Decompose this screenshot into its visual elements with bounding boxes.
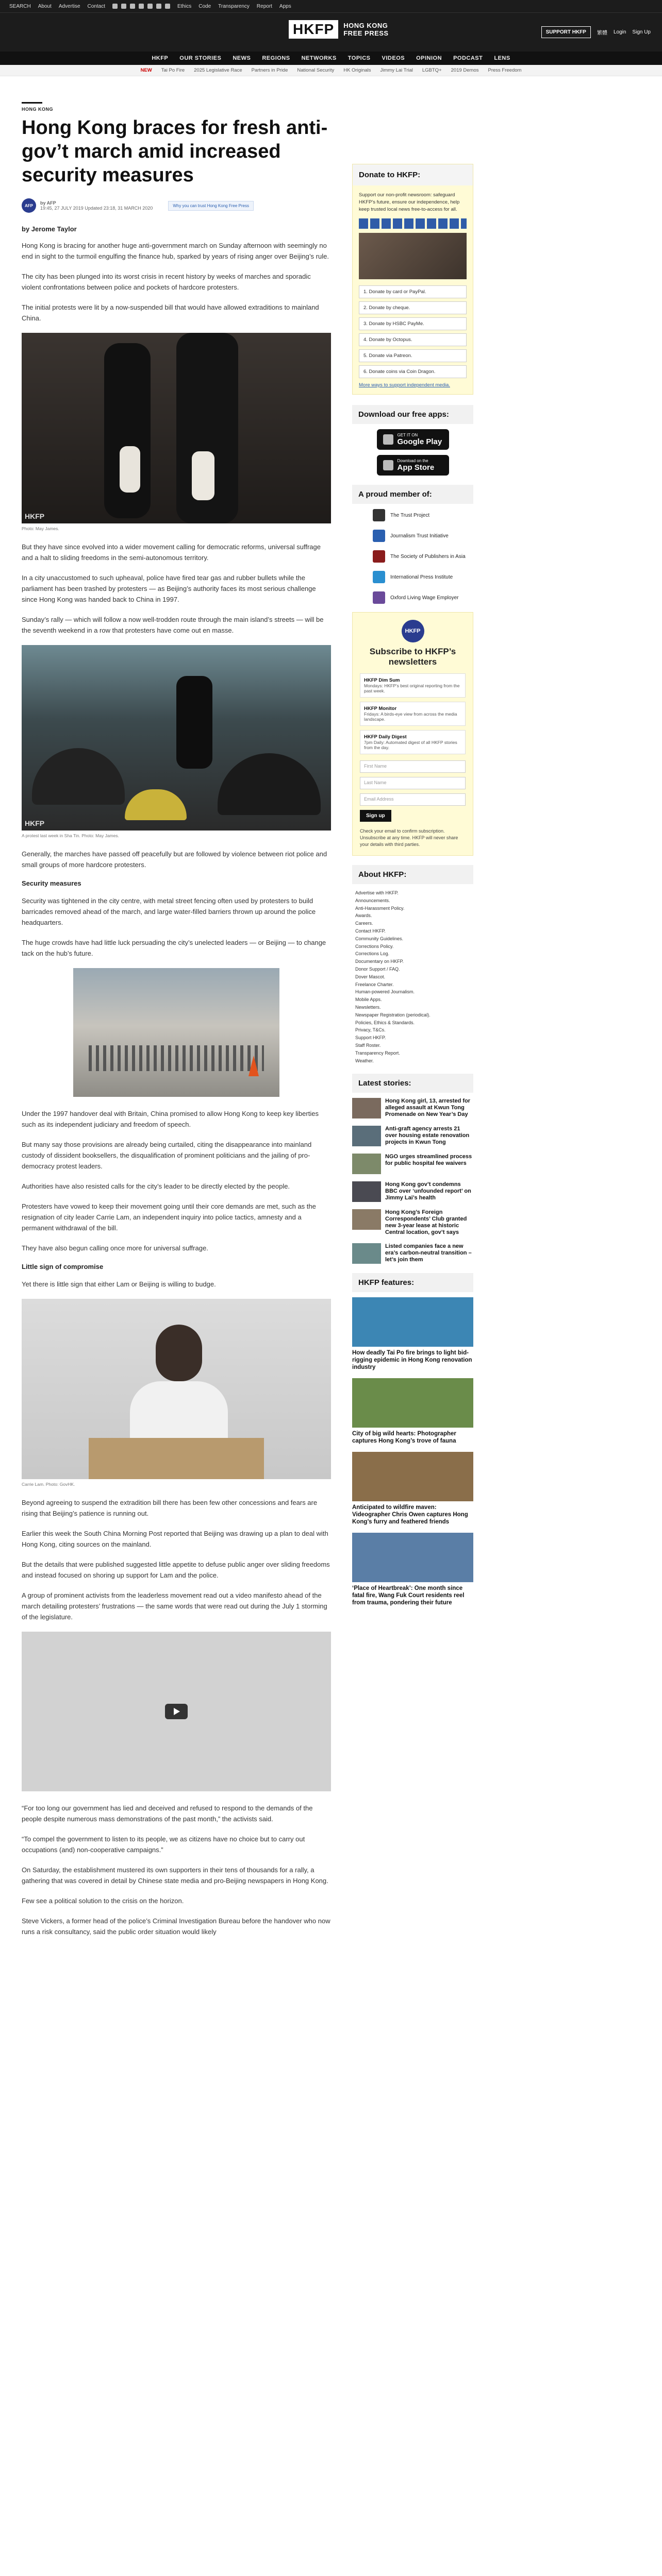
apps-title: Download our free apps: [352,405,473,424]
last-name-field[interactable]: Last Name [360,777,466,789]
email-field[interactable]: Email Address [360,793,466,806]
paragraph: The city has been plunged into its worst crisis in recent history by weeks of marches and sporadic violent confrontations between police and pockets of hardcore protesters. [22,273,311,291]
paragraph: “For too long our government has lied and deceived and refused to respond to the demands of the people despite numerous mass demonstrations of the past month,” the activists said. [22,1804,313,1823]
youtube-icon[interactable] [139,4,144,9]
subheading: Security measures [22,879,81,887]
features-title: HKFP features: [352,1273,473,1292]
photo-figure [176,676,212,769]
apps-widget [352,405,473,476]
paragraph: But they have since evolved into a wider movement calling for democratic reforms, universal suffrage and a halt to sliding freedoms in the semi-autonomous territory. [22,543,321,562]
jti-icon [373,530,385,542]
utility-link-ethics[interactable]: Ethics [177,3,192,9]
feature-image [352,1452,473,1501]
feature-headline: ‘Place of Heartbreak’: One month since fatal fire, Wang Fuk Court residents reel from trauma, pondering their future [352,1585,465,1606]
play-icon[interactable] [165,1704,188,1719]
photo-watermark: HKFP [25,819,45,827]
latest-story[interactable] [352,1126,473,1146]
instagram-icon[interactable] [130,4,135,9]
paragraph: Steve Vickers, a former head of the police’s Criminal Investigation Bureau before the handover who now runs a risk consultancy, said the public order situation would likely [22,1917,330,1936]
telegram-icon[interactable] [147,4,153,9]
option-name: HKFP Dim Sum [364,677,400,683]
nav-our-stories[interactable]: OUR STORIES [179,55,222,61]
trending-item[interactable]: National Security [297,67,335,73]
twitter-icon[interactable] [121,4,126,9]
trending-item[interactable]: 2019 Demos [451,67,479,73]
feature-headline: City of big wild hearts: Photographer captures Hong Kong’s trove of fauna [352,1431,456,1445]
signup-link[interactable]: Sign Up [632,29,651,35]
article [22,102,331,1946]
member-label: The Society of Publishers in Asia [390,553,466,560]
author-info [40,200,153,211]
about-link[interactable]: Transparency Report. [355,1050,400,1056]
category-rule [22,102,42,104]
as-small: Download on the [397,459,428,463]
donate-cheque-button[interactable]: 2. Donate by cheque. [359,301,467,314]
photo-portrait-head [156,1325,202,1381]
story-headline: Anti-graft agency arrests 21 over housing estate renovation projects in Kwun Tong [385,1126,470,1146]
photo-cone [249,1056,259,1076]
nav-lens[interactable]: LENS [494,55,510,61]
paragraph: Under the 1997 handover deal with Britain, China promised to allow Hong Kong to keep key liberties such as its independent judiciary and freedom of speech. [22,1110,319,1128]
author-avatar[interactable]: AFP [22,198,36,213]
nav-hkfp[interactable]: HKFP [152,55,169,61]
paragraph: Earlier this week the South China Morning Post reported that Beijing was drawing up a plan to deal with Hong Kong, citing sources on the mainland. [22,1530,328,1548]
paragraph: Protesters have vowed to keep their movement going until their core demands are met, such as the resignation of city leader Carrie Lam, an independent inquiry into police tactics, amnesty and a permanent withdrawal of the bill. [22,1202,316,1232]
donate-octopus-button[interactable]: 4. Donate by Octopus. [359,333,467,346]
trending-bar [0,65,662,76]
story-headline: Hong Kong gov’t condemns BBC over ‘unfounded report’ on Jimmy Lai’s health [385,1181,471,1201]
about-link[interactable]: Corrections Policy. [355,943,394,949]
sopa-icon [373,550,385,563]
login-link[interactable]: Login [613,29,626,35]
author-name[interactable]: by AFP [40,200,56,206]
features-widget [352,1273,473,1606]
article-meta [22,198,331,213]
member-label: Journalism Trust Initiative [390,533,449,539]
masthead-actions [541,26,651,38]
payment-logos [359,218,467,229]
member-ipi[interactable] [373,571,473,583]
sidebar [352,164,473,1614]
article-category[interactable]: HONG KONG [22,107,54,112]
paragraph: But many say those provisions are already being curtailed, citing the disappearance into mainland custody of dissident booksellers, the disqualification of prominent politicians and the jailing of pro-democracy protest leaders. [22,1141,312,1170]
story-thumbnail [352,1181,381,1202]
google-play-button[interactable] [377,429,449,450]
members-widget [352,485,473,604]
about-title: About HKFP: [352,865,473,884]
about-link[interactable]: Support HKFP. [355,1035,386,1041]
photo-umbrella [32,748,125,805]
as-label: App Store [397,463,435,472]
newsletter-badge: HKFP [402,620,424,642]
latest-story[interactable] [352,1209,473,1236]
masthead [0,12,662,52]
feature-headline: How deadly Tai Po fire brings to light bid-rigging epidemic in Hong Kong renovation industry [352,1350,472,1371]
article-dates: 19:45, 27 JULY 2019 Updated 23:18, 31 MARCH 2020 [40,206,153,211]
donate-payme-button[interactable]: 3. Donate by HSBC PayMe. [359,317,467,330]
article-photo [22,333,331,523]
story-thumbnail [352,1154,381,1174]
donate-intro: Support our non-profit newsroom: safeguard HKFP’s future, ensure our independence, help keep trusted local news free-to-access for all. [359,192,460,212]
utility-link-advertise[interactable]: Advertise [58,3,80,9]
member-label: The Trust Project [390,512,430,518]
about-link[interactable]: Dover Mascot. [355,974,386,979]
donate-coindragon-button[interactable]: 6. Donate coins via Coin Dragon. [359,365,467,378]
paragraph: Security was tightened in the city centre, with metal street fencing often used by protesters to build barricades removed ahead of the march, and large water-filled barriers thrown up around the police headquarters. [22,897,316,926]
about-link[interactable]: Advertise with HKFP. [355,890,399,895]
trending-item[interactable]: Tai Po Fire [161,67,185,73]
trending-item[interactable]: LGBTQ+ [422,67,442,73]
feature-image [352,1378,473,1428]
latest-story[interactable] [352,1243,473,1264]
paragraph: Beyond agreeing to suspend the extradition bill there has been few other concessions and fears are rising that Beijing’s patience is running out. [22,1499,318,1517]
member-sopa[interactable] [373,550,473,563]
about-link[interactable]: Anti-Harassment Policy. [355,905,405,911]
newsletter-option-dimsum[interactable] [360,673,466,698]
social-icons [112,4,170,9]
photo-watermark: HKFP [25,512,45,520]
members-title: A proud member of: [352,485,473,504]
nav-news[interactable]: NEWS [233,55,251,61]
utility-link-code[interactable]: Code [198,3,211,9]
about-link[interactable]: Careers. [355,921,373,926]
feature-headline: Anticipated to wildfire maven: Videographer Chris Owen captures Hong Kong’s furry and feathered friends [352,1504,468,1526]
photo-gloves [192,451,214,500]
donate-patreon-button[interactable]: 5. Donate via Patreon. [359,349,467,362]
about-link[interactable]: Contact HKFP. [355,928,386,934]
main-nav [0,52,662,65]
living-wage-icon [373,591,385,604]
nav-opinion[interactable]: OPINION [416,55,442,61]
logo-line-2: FREE PRESS [343,29,389,37]
newsletter-title: Subscribe to HKFP’s newsletters [369,647,456,667]
search-link[interactable]: SEARCH [9,3,31,9]
about-link[interactable]: Staff Roster. [355,1042,381,1048]
latest-story[interactable] [352,1181,473,1202]
site-logo[interactable] [289,20,389,39]
trust-link[interactable]: Why you can trust Hong Kong Free Press [168,201,254,211]
trending-label: NEW [140,67,152,73]
option-desc: 7pm Daily: Automated digest of all HKFP stories from the day. [364,740,457,750]
about-link[interactable]: Corrections Log. [355,951,390,957]
paragraph: The initial protests were lit by a now-suspended bill that would have allowed extraditions to mainland China. [22,303,319,322]
nav-networks[interactable]: NETWORKS [301,55,337,61]
photo-caption: Photo: May James. [22,526,59,531]
trending-item[interactable]: 2025 Legislative Race [194,67,242,73]
trending-item[interactable]: Press Freedom [488,67,522,73]
paragraph: Generally, the marches have passed off peacefully but are followed by violence between riot police and small groups of more hardcore protesters. [22,850,327,869]
member-trust-project[interactable] [373,509,473,521]
subheading: Little sign of compromise [22,1263,104,1270]
nav-topics[interactable]: TOPICS [347,55,371,61]
photo-gloves [120,446,140,493]
gp-label: Google Play [397,437,442,446]
feature-story[interactable] [352,1452,473,1526]
logo-text [343,22,388,37]
nav-videos[interactable]: VIDEOS [382,55,405,61]
story-thumbnail [352,1243,381,1264]
more-ways-link[interactable]: More ways to support independent media. [359,382,450,388]
donate-card-button[interactable]: 1. Donate by card or PayPal. [359,285,467,298]
mail-icon[interactable] [156,4,161,9]
story-thumbnail [352,1098,381,1118]
about-link[interactable]: Newsletters. [355,1004,381,1010]
signup-button[interactable]: Sign up [360,810,391,822]
language-toggle[interactable]: 繁體 [597,30,607,36]
utility-link-contact[interactable]: Contact [87,3,105,9]
option-name: HKFP Monitor [364,706,397,711]
embedded-video[interactable] [22,1632,331,1791]
member-label: International Press Institute [390,574,453,580]
nav-podcast[interactable]: PODCAST [453,55,483,61]
utility-bar [0,0,662,12]
photo-barrier [89,1045,264,1071]
paragraph: The huge crowds have had little luck persuading the city’s unelected leaders — or Beijing — to change tack on the hub’s future. [22,939,326,957]
member-label: Oxford Living Wage Employer [390,595,459,601]
rss-icon[interactable] [165,4,170,9]
utility-link-about[interactable]: About [38,3,52,9]
feature-story[interactable] [352,1378,473,1445]
article-photo [22,1299,331,1479]
logo-mark: HKFP [289,20,338,39]
about-link[interactable]: Human-powered Journalism. [355,989,415,995]
member-living-wage[interactable] [373,591,473,604]
paragraph: In a city unaccustomed to such upheaval, police have fired tear gas and rubber bullets while the parliament has been trashed by protesters — as Beijing’s authority faces its most serious challenge since Hong Kong was handed back to China in 1997. [22,574,316,603]
embedded-photo [73,968,279,1097]
donate-widget [352,164,473,395]
support-hkfp-button[interactable]: SUPPORT HKFP [541,26,591,38]
utility-link-apps[interactable]: Apps [279,3,291,9]
feature-image [352,1533,473,1582]
story-headline: Listed companies face a new era’s carbon-neutral transition – let’s join them [385,1243,472,1263]
story-headline: Hong Kong girl, 13, arrested for alleged assault at Kwun Tong Promenade on New Year’s Day [385,1098,471,1118]
feature-story[interactable] [352,1297,473,1371]
latest-story[interactable] [352,1154,473,1174]
option-desc: Fridays: A birds-eye view from across the media landscape. [364,711,457,722]
app-store-button[interactable] [377,455,449,476]
first-name-field[interactable]: First Name [360,760,466,773]
about-link[interactable]: Mobile Apps. [355,997,382,1003]
newsletter-option-monitor[interactable] [360,702,466,726]
gp-small: GET IT ON [397,433,418,437]
latest-story[interactable] [352,1098,473,1118]
about-link[interactable]: Freelance Charter. [355,981,394,987]
article-photo [22,645,331,831]
about-link[interactable]: Newspaper Registration (periodical). [355,1012,431,1018]
about-links [352,889,473,1064]
apple-icon [383,460,393,470]
feature-story[interactable] [352,1533,473,1606]
facebook-icon[interactable] [112,4,118,9]
photo-lectern [89,1438,264,1479]
paragraph: They have also begun calling once more for universal suffrage. [22,1244,208,1252]
utility-link-transparency[interactable]: Transparency [218,3,250,9]
about-link[interactable]: Policies, Ethics & Standards. [355,1020,415,1025]
paragraph: “To compel the government to listen to its people, we as citizens have no choice but to carry out occupations (and) non-cooperative campaigns.” [22,1835,305,1854]
paragraph: A group of prominent activists from the leaderless movement read out a video manifesto ahead of the march detailing protesters’ frustrations — the same words that were read out during the July 1 storming of the legislature. [22,1591,327,1621]
paragraph: Authorities have also resisted calls for the city’s leader to be directly elected by the people. [22,1182,290,1190]
newsletter-widget [352,612,473,856]
story-headline: Hong Kong’s Foreign Correspondents’ Club granted new 3-year lease at historic Central location, gov’t says [385,1209,467,1236]
trust-project-icon [373,509,385,521]
about-link[interactable]: Documentary on HKFP. [355,959,404,964]
about-link[interactable]: Privacy, T&Cs. [355,1027,386,1033]
logo-line-1: HONG KONG [343,22,388,29]
trending-item[interactable]: Jimmy Lai Trial [380,67,413,73]
paragraph: But the details that were published suggested little appetite to defuse public anger over sliding freedoms and instead focused on shoring up support for Lam and the police. [22,1561,330,1579]
trending-item[interactable]: Partners in Pride [251,67,288,73]
about-link[interactable]: Awards. [355,913,372,919]
google-play-icon [383,434,393,445]
about-link[interactable]: Community Guidelines. [355,936,404,941]
utility-link-report[interactable]: Report [256,3,272,9]
story-thumbnail [352,1126,381,1146]
donate-title: Donate to HKFP: [353,164,473,185]
about-link[interactable]: Weather. [355,1058,374,1063]
ipi-icon [373,571,385,583]
about-widget [352,865,473,1064]
story-thumbnail [352,1209,381,1230]
member-jti[interactable] [373,530,473,542]
option-name: HKFP Daily Digest [364,734,407,740]
newsletter-note: Check your email to confirm subscription. Unsubscribe at any time. HKFP will never share your details with third parties. [360,828,458,847]
about-link[interactable]: Announcements. [355,897,390,903]
paragraph: Yet there is little sign that either Lam or Beijing is willing to budge. [22,1280,216,1288]
paragraph: Hong Kong is bracing for another huge anti-government march on Sunday afternoon with seemingly no end in sight to the turmoil engulfing the finance hub, sparked by years of rising anger over Beijing’s rule. [22,242,329,260]
photo-caption: A protest last week in Sha Tin. Photo: May James. [22,833,119,838]
photo-caption: Carrie Lam. Photo: GovHK. [22,1482,75,1487]
latest-title: Latest stories: [352,1074,473,1093]
donate-image [359,233,467,279]
nav-regions[interactable]: REGIONS [262,55,290,61]
photo-umbrella [218,753,321,815]
feature-image [352,1297,473,1347]
trending-item[interactable]: HK Originals [343,67,371,73]
paragraph: On Saturday, the establishment mustered its own supporters in their tens of thousands for a rally, a gathering that was covered in detail by Chinese state media and pro-Beijing newspapers in Hong Kong. [22,1866,328,1885]
article-title: Hong Kong braces for fresh anti-gov’t march amid increased security measures [22,117,328,186]
story-headline: NGO urges streamlined process for public hospital fee waivers [385,1154,472,1167]
option-desc: Mondays: HKFP’s best original reporting from the past week. [364,683,460,693]
paragraph: Sunday’s rally — which will follow a now well-trodden route through the main island’s streets — will be the seventh weekend in a row that protesters have come out en masse. [22,616,324,634]
about-link[interactable]: Donor Support / FAQ. [355,966,400,972]
photo-umbrella [125,789,187,820]
byline: by Jerome Taylor [22,225,77,233]
latest-widget [352,1074,473,1264]
paragraph: Few see a political solution to the crisis on the horizon. [22,1897,184,1905]
newsletter-option-digest[interactable] [360,730,466,754]
